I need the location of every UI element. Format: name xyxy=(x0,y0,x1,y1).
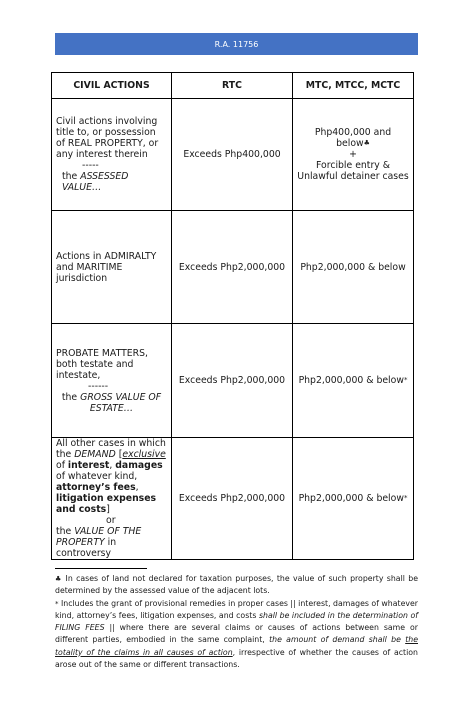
text: Forcible entry & Unlawful detainer cases xyxy=(297,160,409,182)
cell-rtc: Exceeds Php2,000,000 xyxy=(172,438,293,560)
text: In cases of land not declared for taxation purposes, the value of such property shall be determined by the assessed value of the adjacent lots. xyxy=(55,574,418,596)
cell-mtc: Php2,000,000 & below xyxy=(293,211,414,324)
text: Civil actions involving title to, or possession of REAL PROPERTY, or any interest therein xyxy=(56,116,159,160)
footnote-mark: * xyxy=(403,376,408,384)
emphasis: the amount of demand shall be xyxy=(269,635,406,645)
cell-mtc xyxy=(293,324,414,438)
header-civil-actions: CIVIL ACTIONS xyxy=(52,73,172,99)
text: Includes the grant of provisional remedies in proper cases || interest, damages of whatever kind, attorney’s fees, litigation expenses, and costs xyxy=(55,598,418,620)
footnote-1 xyxy=(55,573,418,598)
emphasis: shall be included in the determination of FILING FEES xyxy=(55,610,418,633)
emphasis: VALUE OF THE PROPERTY xyxy=(56,526,142,548)
text: of whatever kind, xyxy=(56,471,138,482)
bold-text: attorney’s fees xyxy=(56,482,136,493)
text: the xyxy=(61,391,81,403)
text: [ xyxy=(115,449,123,460)
bold-text: damages xyxy=(115,460,163,471)
header-rtc: RTC xyxy=(172,73,293,99)
jurisdiction-table xyxy=(51,72,414,560)
footnote-mark: ♣ xyxy=(363,139,370,147)
cell-mtc xyxy=(293,99,414,211)
table-row xyxy=(52,211,414,324)
footnote-rule xyxy=(55,568,147,569)
cell-rtc: Exceeds Php400,000 xyxy=(172,99,293,211)
emphasis: the totality of the claims in all causes of action xyxy=(55,635,418,657)
text: All other cases in which the xyxy=(56,438,166,460)
text: , irrespective of whether the causes of action arose out of the same or different transactions. xyxy=(55,647,418,670)
bold-text: litigation expenses and costs xyxy=(56,493,157,515)
cell-real-property xyxy=(52,99,172,211)
footnote-mark: * xyxy=(55,599,59,608)
footnote-mark: * xyxy=(403,494,408,502)
table-row xyxy=(52,438,414,560)
header-mtc: MTC, MTCC, MCTC xyxy=(293,73,414,99)
text xyxy=(56,438,167,515)
cell-admiralty: Actions in ADMIRALTY and MARITIME jurisdiction xyxy=(52,211,172,324)
cell-other-cases xyxy=(52,438,172,560)
text xyxy=(56,392,167,414)
emphasis: GROSS VALUE OF ESTATE… xyxy=(80,391,162,414)
header-bar xyxy=(55,33,418,55)
text: Php400,000 and below xyxy=(314,127,392,149)
text xyxy=(297,127,409,149)
text: PROBATE MATTERS, both testate and intestate, xyxy=(56,347,148,381)
text xyxy=(56,171,167,193)
cell-rtc: Exceeds Php2,000,000 xyxy=(172,324,293,438)
emphasis: exclusive xyxy=(122,449,166,460)
text: ] xyxy=(106,504,110,515)
bold-text: interest xyxy=(67,460,110,471)
cell-probate xyxy=(52,324,172,438)
divider-text: ------ xyxy=(88,380,109,392)
footnotes xyxy=(55,568,418,671)
divider-text: ----- xyxy=(82,160,99,171)
text: in controversy xyxy=(56,537,117,559)
cell-rtc: Exceeds Php2,000,000 xyxy=(172,211,293,324)
text: the xyxy=(56,526,75,537)
text: + xyxy=(349,149,357,160)
text: the xyxy=(62,171,81,182)
table-header-row xyxy=(52,73,414,99)
footnote-mark: ♣ xyxy=(55,575,63,583)
cell-mtc xyxy=(293,438,414,560)
table-row xyxy=(52,324,414,438)
header-title: R.A. 11756 xyxy=(214,39,259,49)
text: , xyxy=(109,460,116,471)
table-row xyxy=(52,99,414,211)
text: , xyxy=(135,482,139,493)
emphasis: DEMAND xyxy=(74,449,116,460)
text: Php2,000,000 & below xyxy=(298,375,404,386)
emphasis: ASSESSED VALUE… xyxy=(62,171,129,193)
text: Php2,000,000 & below xyxy=(298,493,404,504)
text: || where there are several claims or causes of actions between same or different parties, embodied in the same complaint, xyxy=(55,623,418,645)
text: of xyxy=(56,460,68,471)
footnote-2 xyxy=(55,598,418,672)
text xyxy=(56,526,167,559)
text: or xyxy=(106,515,116,526)
